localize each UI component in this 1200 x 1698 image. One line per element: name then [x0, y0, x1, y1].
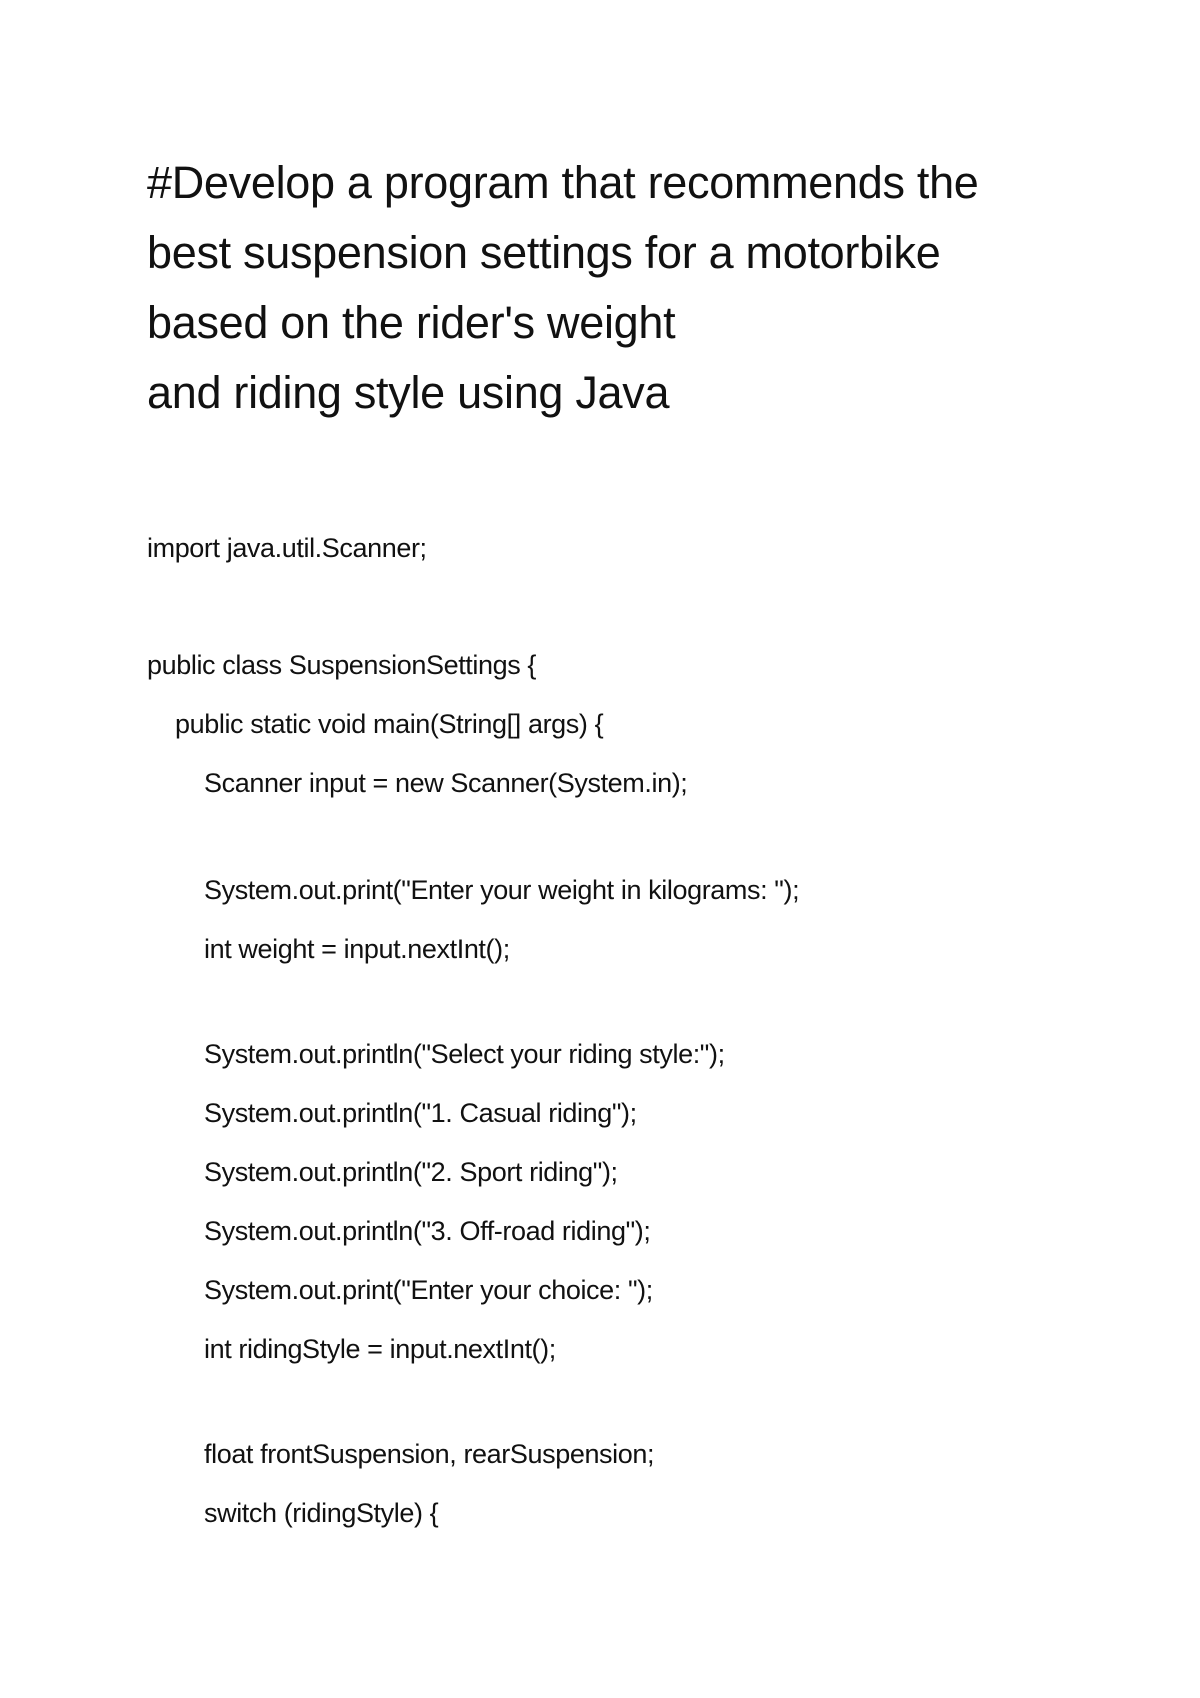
- code-line-weight-prompt: System.out.print("Enter your weight in kilograms: ");: [204, 875, 800, 905]
- code-line-import: import java.util.Scanner;: [147, 533, 427, 563]
- code-line-option-casual: System.out.println("1. Casual riding");: [204, 1098, 637, 1128]
- code-line-switch: switch (ridingStyle) {: [204, 1498, 439, 1528]
- code-line-class-declaration: public class SuspensionSettings {: [147, 650, 537, 680]
- document-heading: [147, 148, 1107, 428]
- code-line-choice-prompt: System.out.print("Enter your choice: ");: [204, 1275, 653, 1305]
- code-line-suspension-vars: float frontSuspension, rearSuspension;: [204, 1439, 655, 1469]
- code-line-style-read: int ridingStyle = input.nextInt();: [204, 1334, 556, 1364]
- code-line-option-offroad: System.out.println("3. Off-road riding");: [204, 1216, 651, 1246]
- code-line-option-sport: System.out.println("2. Sport riding");: [204, 1157, 618, 1187]
- code-line-main-method: public static void main(String[] args) {: [175, 709, 604, 739]
- heading-line: based on the rider's weight: [147, 297, 676, 348]
- heading-line: best suspension settings for a motorbike: [147, 227, 941, 278]
- heading-line: and riding style using Java: [147, 367, 670, 418]
- code-line-style-prompt: System.out.println("Select your riding style:");: [204, 1039, 725, 1069]
- code-line-scanner: Scanner input = new Scanner(System.in);: [204, 768, 688, 798]
- code-line-weight-read: int weight = input.nextInt();: [204, 934, 510, 964]
- heading-line: #Develop a program that recommends the: [147, 157, 979, 208]
